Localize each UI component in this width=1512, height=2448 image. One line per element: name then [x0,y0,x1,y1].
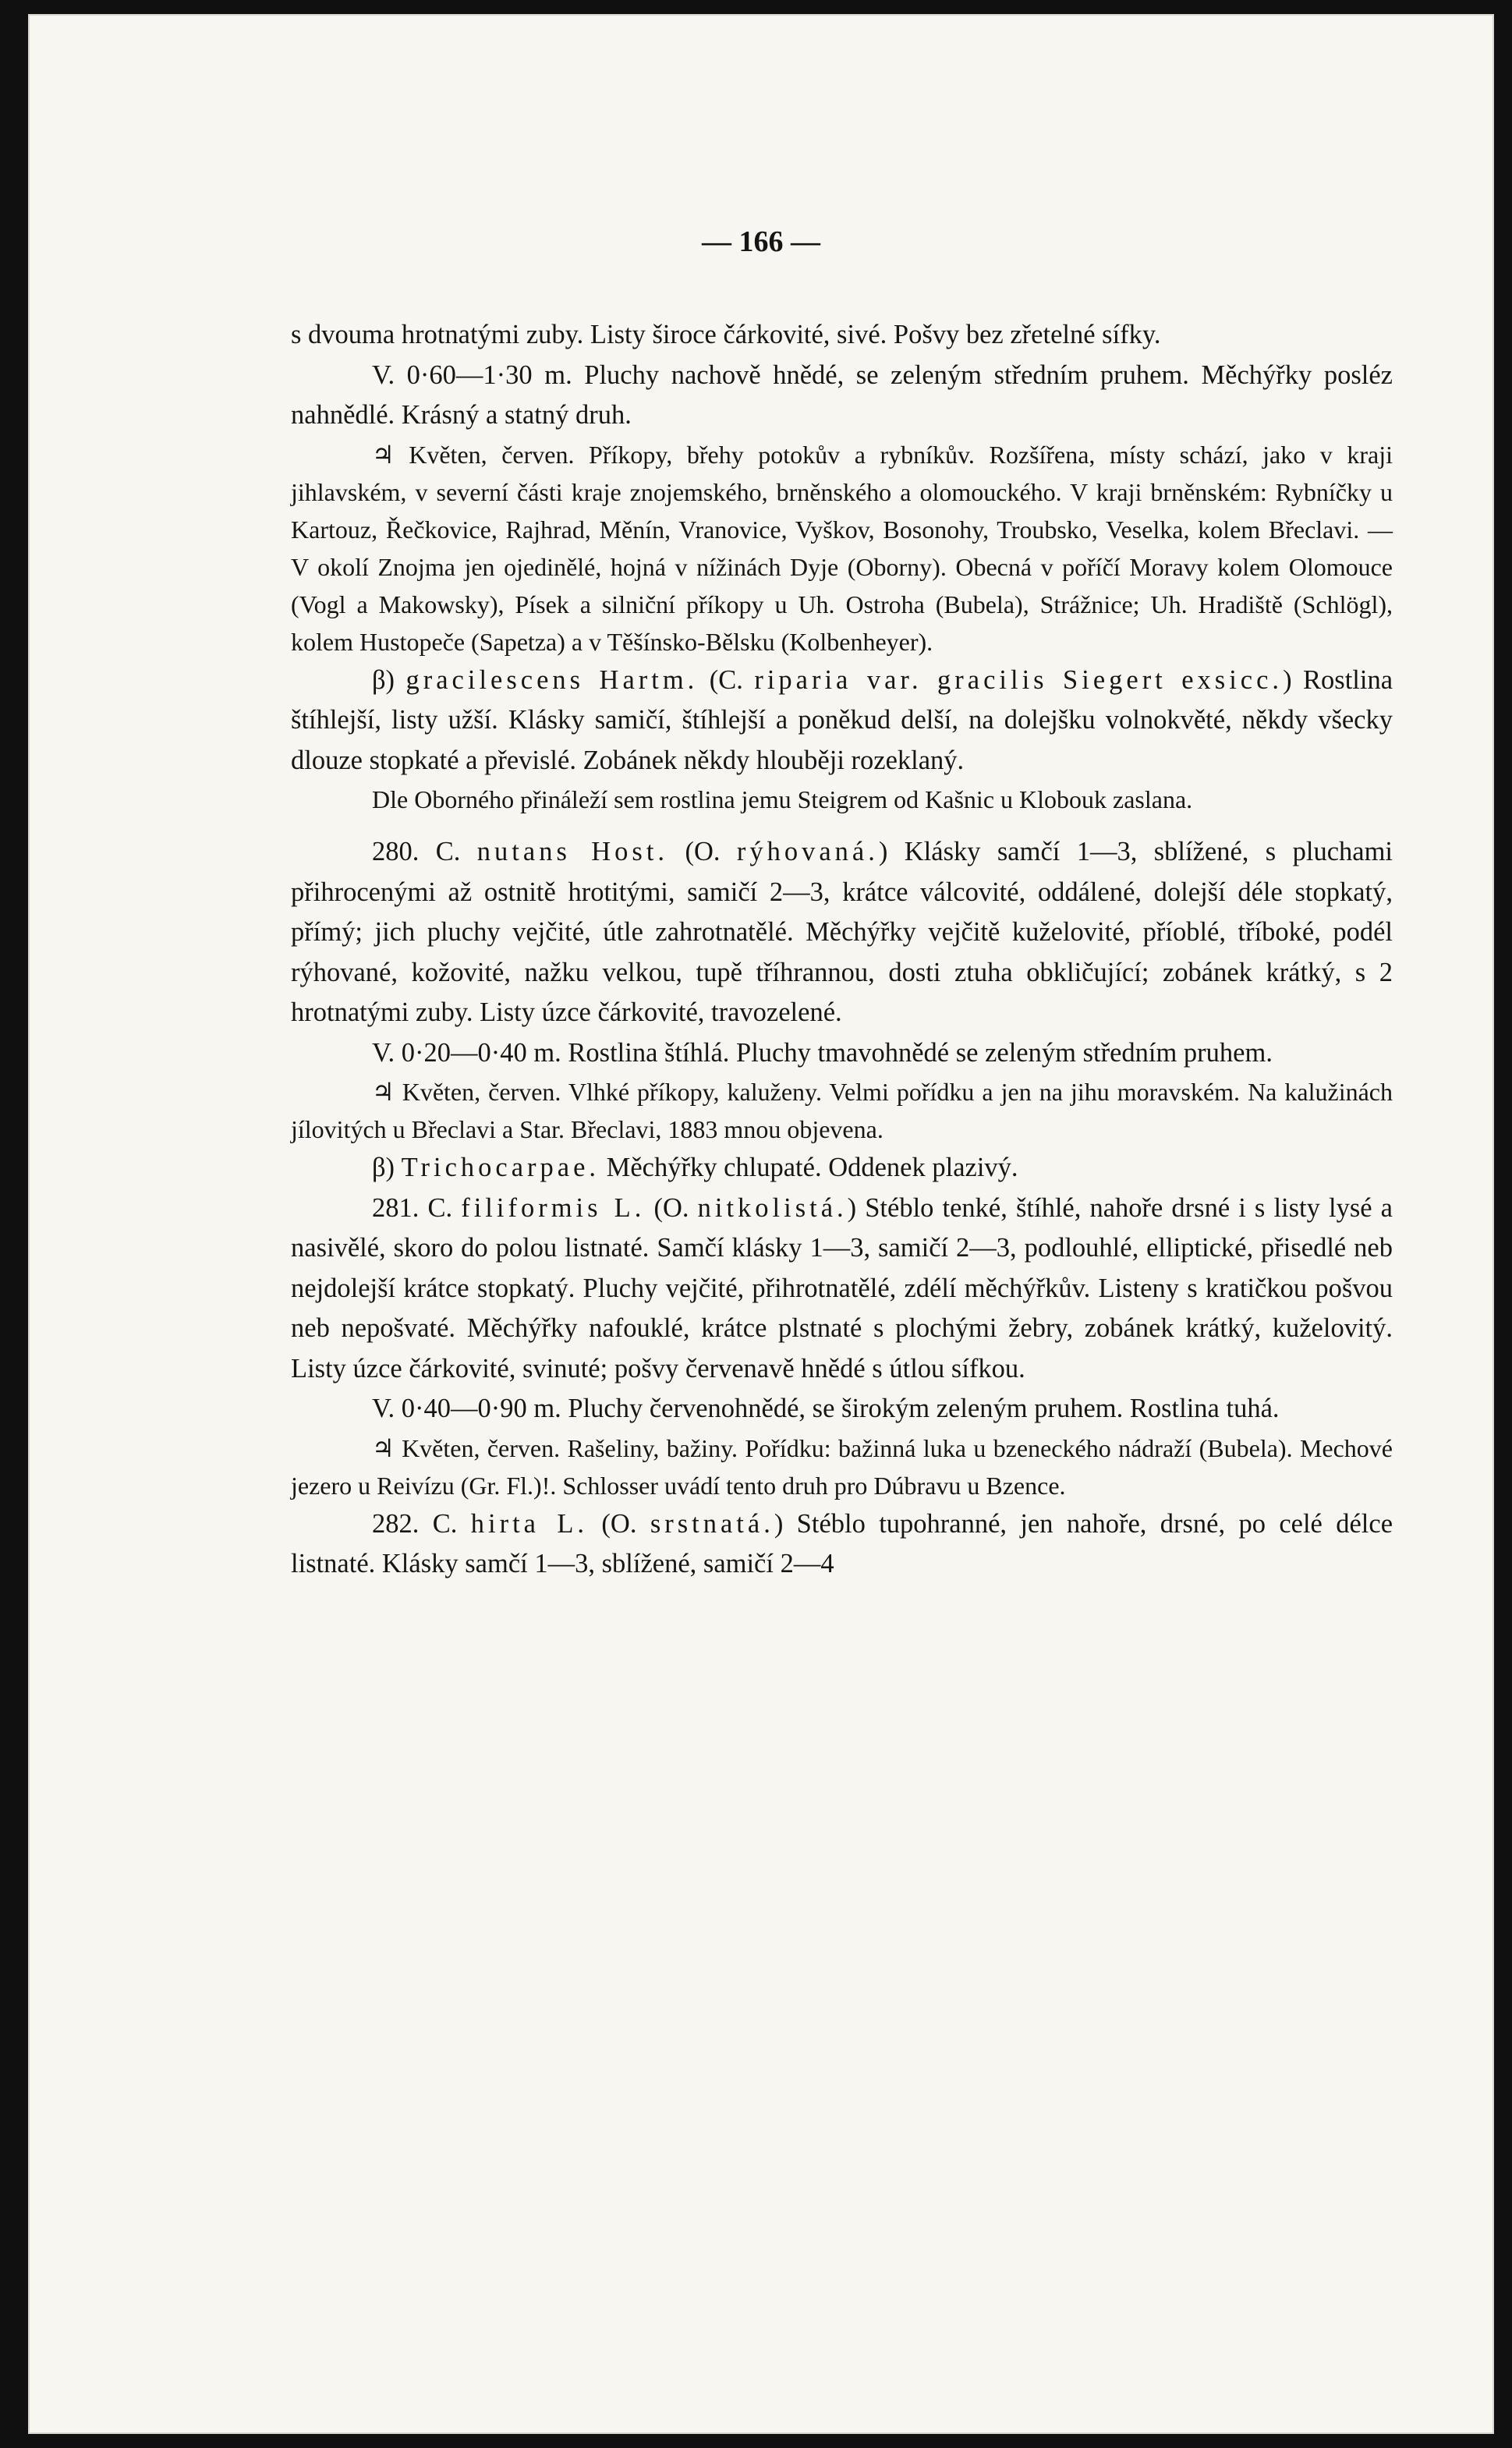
paragraph: Dle Oborného přináleží sem rostlina jemu Steigrem od Kašnic u Klobouk zaslana. [372,785,1193,813]
paragraph: V. 0·20—0·40 m. Rostlina štíhlá. Pluchy tmavohnědé se zeleným středním pruhem. [372,1037,1273,1068]
taxon-name: gracilescens Hartm. [405,664,699,695]
section-heading: β) Trichocarpae. Měchýřky chlupaté. Oddenek plazivý. [372,1153,1018,1182]
page-body [291,315,1393,1585]
paragraph: ♃ Květen, červen. Rašeliny, bažiny. Pořídku: bažinná luka u bzeneckého nádraží (Bubela). Mechové jezero u Reivízu (Gr. Fl.)!. Schlosser uvádí tento druh pro Dúbravu u Bzence. [291,1433,1393,1500]
taxon-name: filiformis L. [461,1192,646,1223]
species-entry: 282. C. hirta L. (O. srstnatá.) Stéblo tupohranné, jen nahoře, drsné, po celé délce listnaté. Klásky samčí 1—3, sblížené, samičí 2—4 [291,1508,1393,1578]
taxon-name: riparia var. gracilis Siegert exsicc. [754,664,1284,695]
paragraph: V. 0·40—0·90 m. Pluchy červenohnědé, se širokým zeleným pruhem. Rostlina tuhá. [372,1394,1280,1423]
taxon-name: rýhovaná. [736,837,879,866]
taxon-name: nutans Host. [476,837,669,866]
taxon-name: nitkolistá. [697,1192,848,1223]
paragraph: ♃ Květen, červen. Vlhké příkopy, kaluženy. Velmi pořídku a jen na jihu moravském. Na kalužinách jílovitých u Břeclavi a Star. Břeclavi, 1883 mnou objevena. [291,1078,1393,1143]
page-number: — 166 — [702,225,820,258]
paragraph: V. 0·60—1·30 m. Pluchy nachově hnědé, se zeleným středním pruhem. Měchýřky posléz nahnědlé. Krásný a statný druh. [291,360,1393,430]
species-entry: 280. C. nutans Host. (O. rýhovaná.) Klásky samčí 1—3, sblížené, s pluchami přihrocenými až ostnitě hrotitými, samičí 2—3, krátce válcovité, oddálené, dolejší déle stopkatý, přímý; jich pluchy vejčité, útle zahrotnatělé. Měchýřky vejčitě kuželovité, příoblé, tříboké, podél rýhované, kožovité, nažku velkou, tupě tříhrannou, dosti ztuha obkličující; zobánek krátký, s 2 hrotnatými zuby. Listy úzce čárkovité, travozelené. [291,837,1393,1027]
paragraph: s dvouma hrotnatými zuby. Listy široce čárkovité, sivé. Pošvy bez zřetelné sífky. [291,320,1161,349]
taxon-name: hirta L. [470,1508,589,1539]
taxon-name: Trichocarpae. [401,1153,600,1182]
paragraph: β) gracilescens Hartm. (C. riparia var. gracilis Siegert exsicc.) Rostlina štíhlejší, listy užší. Klásky samičí, štíhlejší a poněkud delší, na dolejšku volnokvěté, někdy všecky dlouze stopkaté a převislé. Zobánek někdy hlouběji rozeklaný. [291,664,1393,775]
taxon-name: srstnatá. [650,1508,774,1539]
species-entry: 281. C. filiformis L. (O. nitkolistá.) Stéblo tenké, štíhlé, nahoře drsné i s listy lysé a nasivělé, skoro do polou listnaté. Samčí klásky 1—3, samičí 2—3, podlouhlé, elliptické, přisedlé neb nejdolejší krátce stopkatý. Pluchy vejčité, přihrotnatělé, zdélí měchýřkův. Listeny s kratičkou pošvou neb nepošvaté. Měchýřky nafouklé, krátce plstnaté s plochými žebry, zobánek krátký, kuželovitý. Listy úzce čárkovité, svinuté; pošvy červenavě hnědé s útlou sífkou. [291,1192,1393,1383]
paragraph: ♃ Květen, červen. Příkopy, břehy potokův a rybníkův. Rozšířena, místy schází, jako v kraji jihlavském, v severní části kraje znojemského, brněnského a olomouckého. V kraji brněnském: Rybníčky u Kartouz, Řečkovice, Rajhrad, Měnín, Vranovice, Vyškov, Bosonohy, Troubsko, Veselka, kolem Břeclavi. — V okolí Znojma jen ojedinělé, hojná v nížinách Dyje (Oborny). Obecná v poříčí Moravy kolem Olomouce (Vogl a Makowsky), Písek a silniční příkopy u Uh. Ostroha (Bubela), Strážnice; Uh. Hradiště (Schlögl), kolem Hustopeče (Sapetza) a v Těšínsko-Bělsku (Kolbenheyer). [291,440,1393,656]
book-page [28,14,1494,2434]
